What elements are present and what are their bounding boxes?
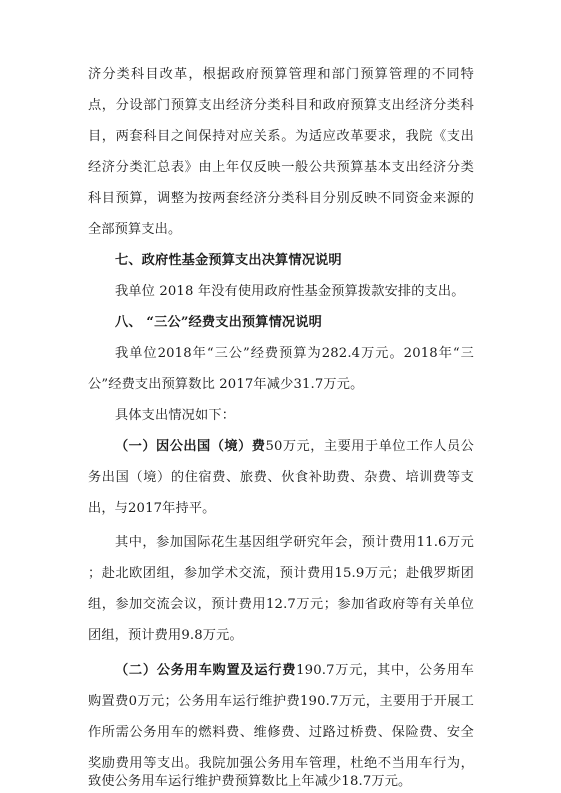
item-1-title: （一）因公出国（境）费 xyxy=(115,439,266,454)
item-1-sub-text: ；赴北欧团组，参加学术交流，预计费用15.9万元；赴俄罗斯团 xyxy=(88,566,474,581)
item-1-line xyxy=(0,436,561,458)
paragraph-text: 科目预算，调整为按两套经济分类科目分别反映不同资金来源的 xyxy=(88,191,474,206)
item-2-line xyxy=(0,691,561,713)
item-2-first-line-rest: 190.7万元，其中，公务用车 xyxy=(296,663,474,678)
item-1-first-line xyxy=(115,436,474,458)
section-8-detail-intro: 具体支出情况如下： xyxy=(115,408,236,423)
paragraph-text: 济分类科目改革，根据政府预算管理和部门预算管理的不同特 xyxy=(88,67,474,82)
paragraph-text: 目，两套科目之间保持对应关系。为适应改革要求，我院《支出 xyxy=(88,129,474,144)
item-1-sub-text: 团组，预计费用9.8万元。 xyxy=(88,628,243,643)
section-8-heading: 八、 “三公”经费支出预算情况说明 xyxy=(115,315,322,330)
section-7-text: 我单位 2018 年没有使用政府性基金预算拨款安排的支出。 xyxy=(115,284,465,299)
item-2-text: 作所需公务用车的燃料费、维修费、过路过桥费、保险费、安全 xyxy=(88,725,474,740)
paragraph-text: 经济分类汇总表》由上年仅反映一般公共预算基本支出经济分类 xyxy=(88,160,474,175)
item-2-text: 致使公务用车运行维护费预算数比上年减少18.7万元。 xyxy=(88,774,412,789)
item-1-text: 出，与2017年持平。 xyxy=(88,501,216,516)
item-1-text: 务出国（境）的住宿费、旅费、伙食补助费、杂费、培训费等支 xyxy=(88,470,474,485)
paragraph-line xyxy=(0,188,561,210)
item-2-text: 奖励费用等支出。我院加强公务用车管理，杜绝不当用车行为， xyxy=(88,756,474,771)
item-1-sub-line xyxy=(0,594,561,616)
item-1-line xyxy=(0,498,561,520)
item-1-sub-text: 其中，参加国际花生基因组学研究年会，预计费用11.6万元 xyxy=(115,535,474,550)
item-1-first-line-rest: 50万元，主要用于单位工作人员公 xyxy=(265,439,474,454)
paragraph-line xyxy=(0,126,561,148)
paragraph-text: 点，分设部门预算支出经济分类科目和政府预算支出经济分类科 xyxy=(88,98,474,113)
section-text-line xyxy=(0,281,561,303)
item-1-sub-line xyxy=(0,563,561,585)
section-7-heading: 七、政府性基金预算支出决算情况说明 xyxy=(115,253,342,268)
item-1-sub-line xyxy=(0,625,561,647)
item-1-line xyxy=(0,467,561,489)
section-text-line xyxy=(0,374,561,396)
item-2-line xyxy=(0,722,561,744)
paragraph-line xyxy=(0,157,561,179)
section-8-intro-line-1: 我单位2018年“三公”经费预算为282.4万元。2018年“三 xyxy=(115,346,474,361)
paragraph-line xyxy=(0,95,561,117)
paragraph-line xyxy=(0,64,561,86)
section-text-line xyxy=(0,343,561,365)
section-heading-line xyxy=(0,250,561,272)
paragraph-line xyxy=(0,219,561,241)
section-heading-line xyxy=(0,312,561,334)
item-1-sub-text: 组，参加交流会议，预计费用12.7万元；参加省政府等有关单位 xyxy=(88,597,474,612)
item-1-sub-line xyxy=(0,532,561,554)
item-2-line xyxy=(0,660,561,682)
section-text-line xyxy=(0,405,561,427)
item-2-text: 购置费0万元；公务用车运行维护费190.7万元，主要用于开展工 xyxy=(88,694,474,709)
paragraph-text: 全部预算支出。 xyxy=(88,222,182,237)
item-2-first-line xyxy=(115,660,474,682)
section-8-intro-line-2: 公”经费支出预算数比 2017年减少31.7万元。 xyxy=(88,377,364,392)
item-2-line xyxy=(0,771,561,793)
item-2-title: （二）公务用车购置及运行费 xyxy=(115,663,297,678)
